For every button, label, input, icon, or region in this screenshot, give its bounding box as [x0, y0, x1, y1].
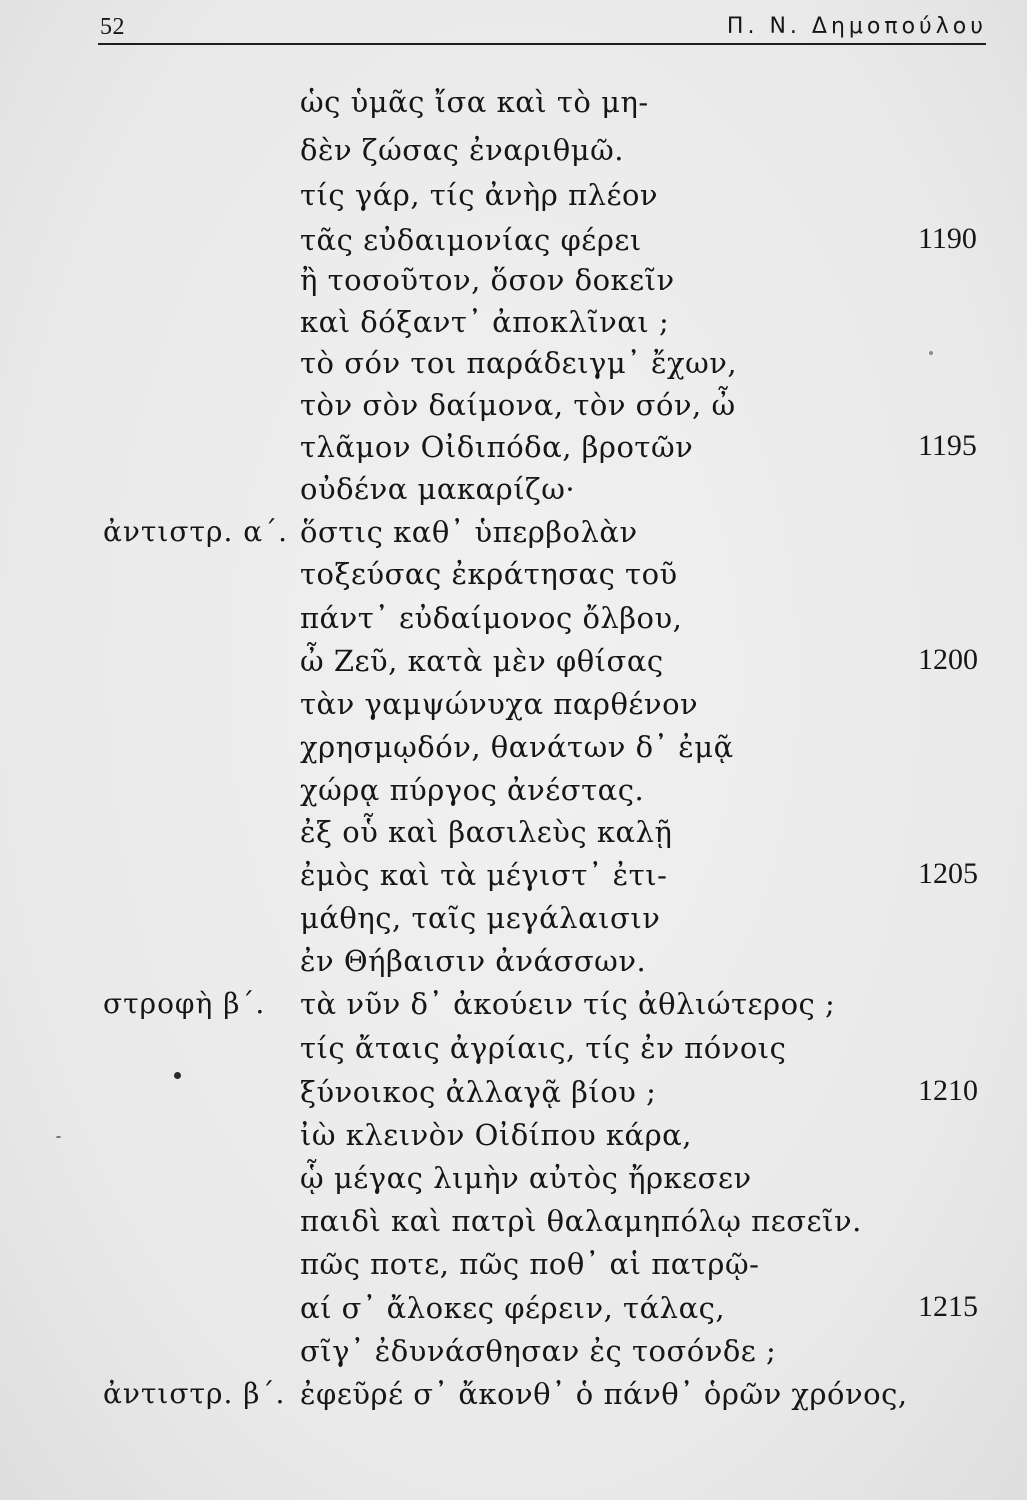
verse-line: ἐν Θήβαισιν ἀνάσσων.: [300, 944, 647, 978]
verse-line: πάντ᾽ εὐδαίμονος ὄλβου,: [300, 601, 683, 635]
strophe-marker: στροφὴ β΄.: [103, 987, 266, 1020]
verse-line: τὰν γαμψώνυχα παρθένον: [300, 687, 699, 721]
verse-line: ξύνοικος ἀλλαγᾷ βίου ;: [300, 1075, 657, 1109]
verse-line: σῖγ᾽ ἐδυνάσθησαν ἐς τοσόνδε ;: [300, 1334, 777, 1368]
line-number: 1210: [918, 1074, 978, 1107]
line-number: 1190: [918, 222, 977, 255]
page-number: 52: [100, 14, 125, 40]
verse-line: δὲν ζώσας ἐναριθμῶ.: [300, 133, 624, 167]
verse-line: τὸν σὸν δαίμονα, τὸν σόν, ὦ: [300, 388, 736, 422]
line-number: 1195: [918, 429, 977, 462]
verse-line: ἰὼ κλεινὸν Οἰδίπου κάρα,: [300, 1118, 692, 1152]
verse-line: χώρᾳ πύργος ἀνέστας.: [300, 773, 645, 807]
verse-line: παιδὶ καὶ πατρὶ θαλαμηπόλῳ πεσεῖν.: [300, 1204, 862, 1238]
ink-speck: [929, 351, 933, 355]
ink-speck: [174, 1072, 181, 1079]
verse-line: τοξεύσας ἐκράτησας τοῦ: [300, 557, 678, 591]
ink-speck: [56, 1136, 61, 1138]
verse-line: τλᾶμον Οἰδιπόδα, βροτῶν: [300, 430, 694, 464]
verse-line: ὅστις καθ᾽ ὑπερβολὰν: [300, 515, 638, 549]
strophe-marker: ἀντιστρ. β΄.: [103, 1377, 286, 1410]
verse-line: τὰ νῦν δ᾽ ἀκούειν τίς ἀθλιώτερος ;: [300, 987, 836, 1021]
verse-line: ἐφεῦρέ σ᾽ ἄκονθ᾽ ὁ πάνθ᾽ ὁρῶν χρόνος,: [300, 1377, 908, 1411]
verse-line: μάθης, ταῖς μεγάλαισιν: [300, 901, 661, 935]
verse-line: οὐδένα μακαρίζω·: [300, 472, 576, 506]
header-rule: [98, 43, 986, 45]
verse-line: χρησμῳδόν, θανάτων δ᾽ ἐμᾷ: [300, 730, 734, 764]
verse-line: ᾧ μέγας λιμὴν αὐτὸς ἤρκεσεν: [300, 1161, 752, 1195]
line-number: 1200: [918, 643, 978, 676]
line-number: 1205: [918, 857, 978, 890]
verse-line: τᾶς εὐδαιμονίας φέρει: [300, 223, 642, 257]
verse-line: αί σ᾽ ἄλοκες φέρειν, τάλας,: [300, 1291, 726, 1325]
verse-line: ἢ τοσοῦτον, ὅσον δοκεῖν: [300, 263, 675, 297]
verse-line: τίς ἄταις ἀγρίαις, τίς ἐν πόνοις: [300, 1031, 787, 1065]
running-head: Π. Ν. Δημοπούλου: [726, 14, 987, 39]
verse-line: τίς γάρ, τίς ἀνὴρ πλέον: [300, 178, 659, 212]
verse-line: καὶ δόξαντ᾽ ἀποκλῖναι ;: [300, 305, 670, 339]
verse-line: ὦ Ζεῦ, κατὰ μὲν φθίσας: [300, 644, 664, 678]
verse-line: ἐμὸς καὶ τὰ μέγιστ᾽ ἐτι-: [300, 858, 668, 892]
verse-line: τὸ σόν τοι παράδειγμ᾽ ἔχων,: [300, 346, 738, 380]
verse-line: πῶς ποτε, πῶς ποθ᾽ αἱ πατρῷ-: [300, 1247, 760, 1281]
line-number: 1215: [918, 1290, 978, 1323]
verse-line: ὡς ὑμᾶς ἴσα καὶ τὸ μη-: [300, 85, 649, 119]
strophe-marker: ἀντιστρ. α΄.: [103, 515, 289, 548]
verse-line: ἐξ οὗ καὶ βασιλεὺς καλῇ: [300, 815, 673, 849]
